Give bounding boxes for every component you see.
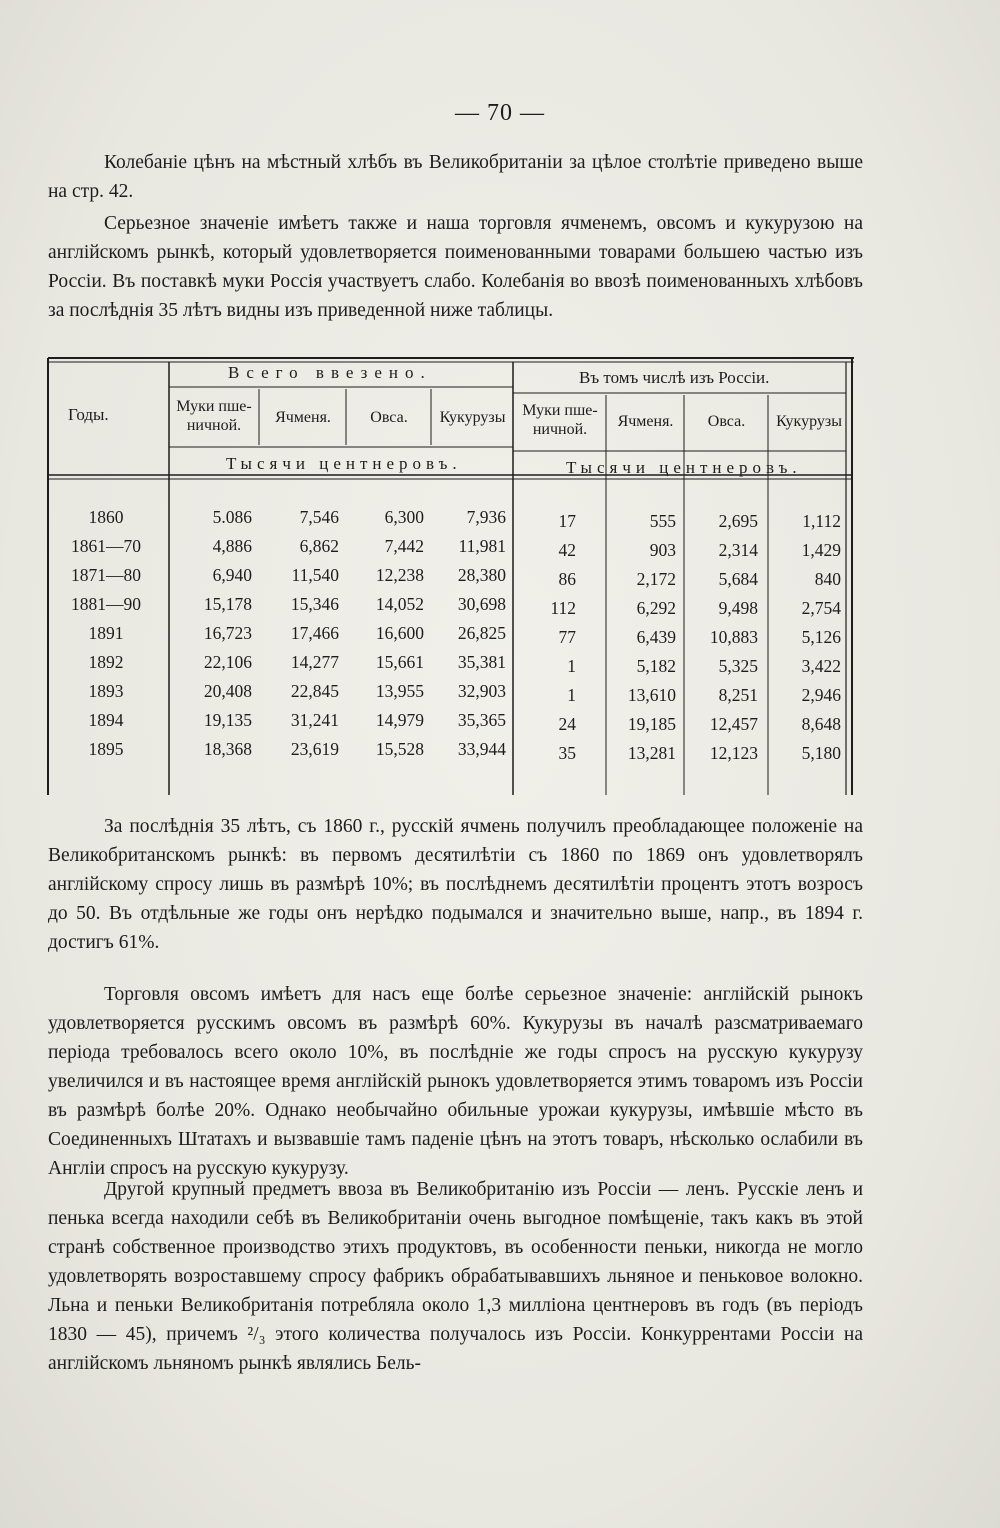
- table-cell: 7,442: [384, 536, 424, 556]
- table-cell: 9,498: [718, 598, 758, 618]
- table-cell: 16,723: [203, 623, 252, 643]
- table-cell: 1: [567, 685, 576, 705]
- table-cell: 5.086: [212, 507, 252, 527]
- table-cell: 86: [558, 569, 576, 589]
- table-cell: 5,126: [801, 627, 841, 647]
- subheader-oats-total: Овса.: [370, 409, 408, 426]
- table-cell: 13,610: [627, 685, 676, 705]
- table-row-year: 1860: [88, 507, 124, 527]
- subheader-flour-total: Муки пше-ничной.: [176, 398, 252, 434]
- units-russia: Тысячи центнеровъ.: [566, 458, 802, 477]
- subheader-flour-russia: Муки пше-ничной.: [522, 402, 598, 438]
- table-cell: 35,381: [457, 652, 506, 672]
- header-from-russia: Въ томъ числѣ изъ Россіи.: [579, 368, 770, 387]
- table-cell: 28,380: [457, 565, 506, 585]
- table-cell: 6,300: [384, 507, 424, 527]
- subheader-corn-total: Кукурузы: [439, 409, 506, 426]
- table-cell: 6,292: [636, 598, 676, 618]
- table-cell: 42: [558, 540, 576, 560]
- table-cell: 26,825: [457, 623, 506, 643]
- table-cell: 20,408: [203, 681, 252, 701]
- table-cell: 14,277: [290, 652, 339, 672]
- table-cell: 32,903: [457, 681, 506, 701]
- table-cell: 17: [558, 511, 576, 531]
- table-cell: 2,172: [636, 569, 676, 589]
- table-cell: 15,661: [375, 652, 424, 672]
- table-cell: 12,123: [709, 743, 758, 763]
- table-cell: 7,936: [466, 507, 506, 527]
- subheader-barley-russia: Ячменя.: [617, 413, 674, 430]
- table-cell: 7,546: [299, 507, 339, 527]
- header-years: Годы.: [68, 405, 109, 424]
- paragraph-flax: Другой крупный предметъ ввоза въ Великобританію изъ Россіи — ленъ. Русскіе ленъ и пенька всегда находили себѣ въ Великобританіи очень выгодное помѣщеніе, такъ какъ въ этой странѣ собственное производство этихъ продуктовъ, въ особенности пеньки, никогда не могло удовлетворять возроставшему спросу фабрикъ обрабатывавшихъ льняное и пеньковое волокно. Льна и пеньки Великобританія потребляла около 1,3 милліона центнеровъ въ годъ (въ періодъ 1830 — 45), причемъ ²/₃ этого количества получалось изъ Россіи. Конкуррентами Россіи на англійскомъ льняномъ рынкѣ являлись Бель-: [48, 1179, 863, 1374]
- subheader-oats-russia: Овса.: [707, 413, 746, 430]
- table-row-year: 1895: [88, 739, 124, 759]
- table-cell: 11,540: [291, 565, 339, 585]
- table-cell: 19,135: [203, 710, 252, 730]
- table-cell: 8,648: [801, 714, 841, 734]
- table-cell: 1,112: [802, 511, 841, 531]
- table-row-year: 1881—90: [71, 594, 141, 614]
- table-cell: 19,185: [627, 714, 676, 734]
- paragraph-grain-trade: Серьезное значеніе имѣетъ также и наша торговля ячменемъ, овсомъ и кукурузою на англійскомъ рынкѣ, который удовлетворяется поименованными товарами большею частью изъ Россіи. Въ поставкѣ муки Россія участвуетъ слабо. Колебанія во ввозѣ поименованныхъ хлѣбовъ за послѣднія 35 лѣтъ видны изъ приведенной ниже таблицы.: [48, 213, 863, 321]
- subheader-barley-total: Ячменя.: [275, 409, 331, 426]
- table-row-year: 1891: [88, 623, 124, 643]
- table-cell: 5,182: [636, 656, 676, 676]
- table-cell: 6,940: [212, 565, 252, 585]
- table-cell: 23,619: [290, 739, 339, 759]
- table-row-year: 1861—70: [71, 536, 141, 556]
- table-cell: 35,365: [457, 710, 506, 730]
- table-cell: 15,528: [375, 739, 424, 759]
- units-total: Тысячи центнеровъ.: [226, 454, 462, 473]
- table-cell: 22,845: [290, 681, 339, 701]
- table-cell: 24: [558, 714, 576, 734]
- paragraph-price-fluctuation: Колебаніе цѣнъ на мѣстный хлѣбъ въ Великобританіи за цѣлое столѣтіе приведено выше на стр. 42.: [48, 152, 863, 202]
- table-cell: 1: [567, 656, 576, 676]
- table-cell: 14,052: [375, 594, 424, 614]
- table-row-year: 1892: [88, 652, 124, 672]
- table-cell: 2,314: [718, 540, 758, 560]
- table-cell: 31,241: [290, 710, 339, 730]
- paragraph-oats-corn: Торговля овсомъ имѣетъ для насъ еще болѣе серьезное значеніе: англійскій рынокъ удовлетворяется русскимъ овсомъ въ размѣрѣ 60%. Кукурузы въ началѣ разсматриваемаго періода требовалось всего около 10%, въ послѣдніе же годы спросъ на русскую кукурузу увеличился и въ настоящее время англійскій рынокъ удовлетворяется этимъ товаромъ изъ Россіи въ размѣрѣ болѣе 20%. Однако необычайно обильные урожаи кукурузы, имѣвшіе мѣсто въ Соединенныхъ Штатахъ и вызвавшіе тамъ паденіе цѣнъ на этотъ товаръ, нѣсколько ослабили въ Англіи спросъ на русскую кукурузу.: [48, 984, 863, 1179]
- table-cell: 903: [649, 540, 676, 560]
- grain-import-table: [46, 355, 858, 805]
- table-cell: 5,325: [718, 656, 758, 676]
- table-cell: 12,457: [709, 714, 758, 734]
- table-cell: 15,346: [290, 594, 339, 614]
- table-cell: 6,439: [636, 627, 676, 647]
- table-cell: 5,180: [801, 743, 841, 763]
- table-cell: 2,754: [801, 598, 841, 618]
- subheader-corn-russia: Кукурузы: [776, 413, 842, 430]
- paragraph-barley: За послѣднія 35 лѣтъ, съ 1860 г., русскій ячмень получилъ преобладающее положеніе на Великобританскомъ рынкѣ: въ первомъ десятилѣтіи съ 1860 по 1869 онъ удовлетворялъ англійскому спросу лишь въ размѣрѣ 10%; въ послѣднемъ десятилѣтіи процентъ этотъ возросъ до 50. Въ отдѣльные же годы онъ нерѣдко подымался и значительно выше, напр., въ 1894 г. достигъ 61%.: [48, 816, 863, 953]
- table-cell: 22,106: [203, 652, 252, 672]
- table-cell: 15,178: [203, 594, 252, 614]
- table-cell: 6,862: [299, 536, 339, 556]
- table-cell: 2,695: [718, 511, 758, 531]
- table-cell: 13,955: [375, 681, 424, 701]
- table-cell: 12,238: [375, 565, 424, 585]
- table-cell: 18,368: [203, 739, 252, 759]
- table-cell: 17,466: [290, 623, 339, 643]
- table-cell: 10,883: [709, 627, 758, 647]
- table-cell: 33,944: [457, 739, 506, 759]
- table-cell: 77: [558, 627, 576, 647]
- table-row-year: 1871—80: [71, 565, 141, 585]
- table-cell: 2,946: [801, 685, 841, 705]
- table-cell: 14,979: [375, 710, 424, 730]
- table-cell: 3,422: [801, 656, 841, 676]
- table-cell: 112: [550, 598, 576, 618]
- table-cell: 13,281: [627, 743, 676, 763]
- table-cell: 16,600: [375, 623, 424, 643]
- table-cell: 35: [558, 743, 576, 763]
- table-cell: 5,684: [718, 569, 758, 589]
- table-cell: 1,429: [801, 540, 841, 560]
- table-cell: 4,886: [212, 536, 252, 556]
- table-cell: 11,981: [458, 536, 506, 556]
- header-total-imported: Всего ввезено.: [228, 363, 432, 382]
- table-cell: 8,251: [718, 685, 758, 705]
- table-cell: 30,698: [457, 594, 506, 614]
- table-cell: 840: [814, 569, 841, 589]
- table-row-year: 1894: [88, 710, 124, 730]
- page-number: — 70 —: [455, 100, 545, 126]
- table-row-year: 1893: [88, 681, 124, 701]
- table-cell: 555: [649, 511, 676, 531]
